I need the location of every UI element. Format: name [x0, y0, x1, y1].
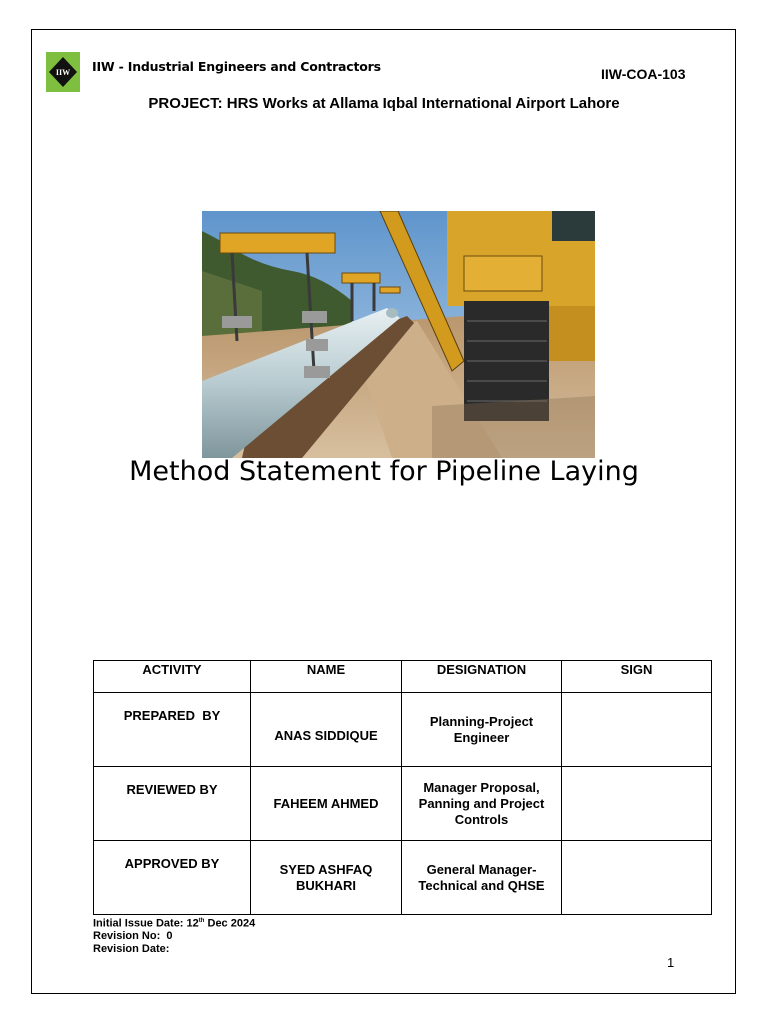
designation-cell: Manager Proposal, Panning and Project Controls — [402, 767, 562, 841]
revision-date: Revision Date: — [93, 942, 170, 955]
column-header-name: NAME — [251, 661, 402, 693]
column-header-activity: ACTIVITY — [94, 661, 251, 693]
approval-table — [93, 660, 712, 915]
project-title: PROJECT: HRS Works at Allama Iqbal International Airport Lahore — [148, 95, 620, 112]
activity-cell: APPROVED BY — [94, 841, 251, 915]
revision-info — [93, 915, 255, 955]
issue-date-label: Initial Issue Date: 12 — [93, 917, 199, 930]
initial-issue-date — [93, 915, 255, 930]
name-cell: ANAS SIDDIQUE — [251, 693, 402, 767]
designation-cell: Planning-Project Engineer — [402, 693, 562, 767]
name-cell: FAHEEM AHMED — [251, 767, 402, 841]
designation-cell: General Manager-Technical and QHSE — [402, 841, 562, 915]
table-row — [94, 693, 712, 767]
sign-cell — [562, 767, 712, 841]
issue-date-suffix: th — [198, 918, 205, 924]
activity-cell: REVIEWED BY — [94, 767, 251, 841]
document-title: Method Statement for Pipeline Laying — [129, 456, 639, 487]
column-header-designation: DESIGNATION — [402, 661, 562, 693]
sign-cell — [562, 693, 712, 767]
sign-cell — [562, 841, 712, 915]
company-name: IIW - Industrial Engineers and Contractors — [92, 59, 381, 74]
column-header-sign: SIGN — [562, 661, 712, 693]
table-header-row — [94, 661, 712, 693]
page-number: 1 — [667, 955, 675, 970]
company-logo-icon — [46, 52, 80, 92]
svg-text:IIW: IIW — [55, 68, 71, 77]
name-cell: SYED ASHFAQ BUKHARI — [251, 841, 402, 915]
pipeline-construction-photo — [202, 211, 595, 458]
issue-date-rest: Dec 2024 — [204, 917, 256, 930]
table-row — [94, 767, 712, 841]
activity-cell: PREPARED BY — [94, 693, 251, 767]
document-code: IIW-COA-103 — [601, 66, 686, 82]
table-row — [94, 841, 712, 915]
revision-number: Revision No: 0 — [93, 930, 173, 943]
